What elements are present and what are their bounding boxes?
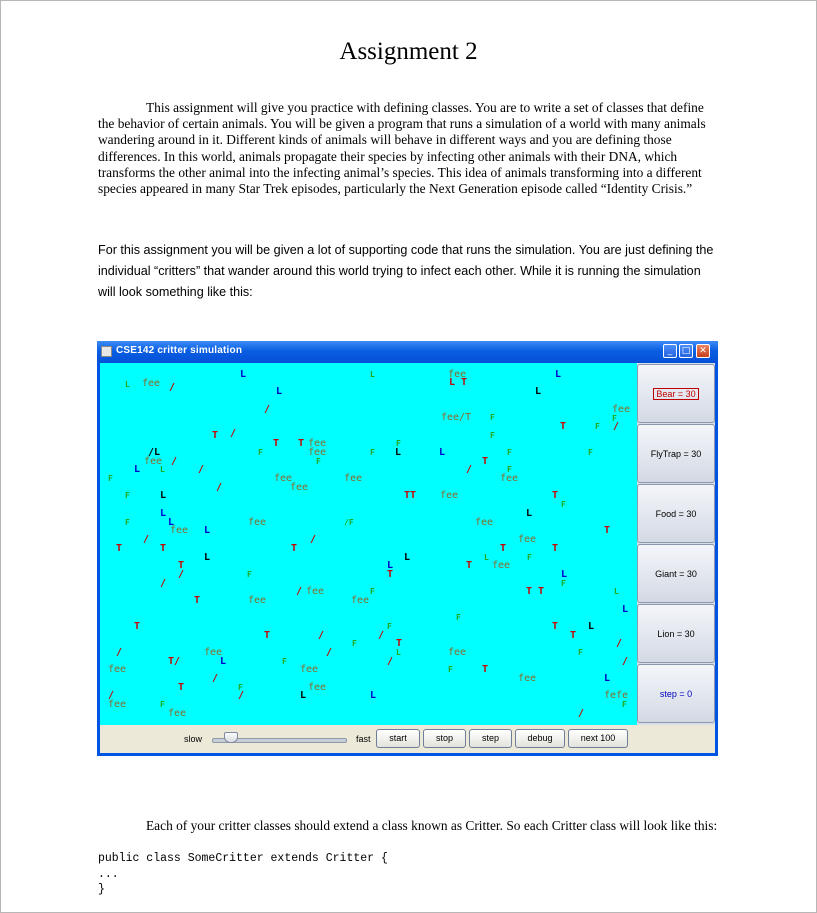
critter-lion: L — [168, 517, 175, 528]
critter-food: F — [507, 465, 512, 474]
critter-giant: fee — [142, 378, 161, 389]
speed-fast-label: fast — [356, 734, 371, 744]
critter-giant: fee — [308, 447, 327, 458]
critter-food: F — [282, 657, 287, 666]
critter-flytrap: / — [212, 673, 219, 684]
critter-tiger: T — [552, 490, 559, 501]
critter-food: F — [448, 665, 453, 674]
critter-food: L — [484, 553, 489, 562]
critter-food: F — [160, 700, 165, 709]
critter-food: F — [125, 491, 130, 500]
critter-food: F — [507, 448, 512, 457]
critter-food: F — [396, 439, 401, 448]
critter-flytrap: / — [238, 690, 245, 701]
critter-tiger: T — [560, 421, 567, 432]
critter-flytrap: / — [230, 428, 237, 439]
critter-flytrap: / — [169, 382, 176, 393]
count-button-flytrap[interactable] — [637, 424, 715, 483]
critter-tiger: T — [291, 543, 298, 554]
count-label: Bear = 30 — [653, 388, 698, 400]
critter-giant: fee — [308, 682, 327, 693]
critter-tiger: L T — [449, 377, 468, 388]
critter-lion: L — [604, 673, 611, 684]
critter-food: F — [588, 448, 593, 457]
critter-food: L — [614, 587, 619, 596]
critter-food: F — [578, 648, 583, 657]
critter-lion: L — [387, 560, 394, 571]
critter-lion: L — [561, 569, 568, 580]
critter-bear: L — [160, 490, 167, 501]
java-app-icon — [101, 346, 112, 357]
stop-button[interactable]: stop — [423, 729, 466, 748]
critter-flytrap: / — [578, 708, 585, 719]
step-button[interactable]: step — [469, 729, 512, 748]
critter-giant: fee — [248, 517, 267, 528]
critter-giant: fee — [518, 673, 537, 684]
critter-bear: L — [395, 447, 402, 458]
critter-bear: L — [404, 552, 411, 563]
critter-food: F — [238, 683, 243, 692]
critter-tiger: T — [264, 630, 271, 641]
critter-flytrap: / — [198, 464, 205, 475]
critter-flytrap: / — [178, 569, 185, 580]
speed-slider-thumb[interactable] — [224, 732, 238, 743]
code-snippet: public class SomeCritter extends Critter { ... } — [98, 852, 388, 896]
critter-flytrap: / — [171, 456, 178, 467]
critter-flytrap: / — [378, 630, 385, 641]
critter-tiger: T — [500, 543, 507, 554]
critter-food: F — [561, 500, 566, 509]
critter-tiger: T — [570, 630, 577, 641]
window-title: CSE142 critter simulation — [116, 345, 243, 356]
critter-food: L — [396, 648, 401, 657]
speed-slow-label: slow — [184, 734, 203, 744]
critter-tiger: T — [466, 560, 473, 571]
critter-flytrap: / — [116, 647, 123, 658]
critter-giant: fee — [170, 525, 189, 536]
critter-tiger: T — [482, 456, 489, 467]
critter-food: F — [108, 474, 113, 483]
maximize-icon[interactable]: □ — [679, 344, 693, 358]
count-label: Giant = 30 — [655, 568, 697, 579]
critter-lion: L — [622, 604, 629, 615]
critter-giant: fee — [492, 560, 511, 571]
intro-paragraph: This assignment will give you practice with defining classes. You are to write a set of classes that define the behavior of certain animals. You will be given a program that runs a simulation of a world with many animals wandering around in it. Different kinds of animals will behave in different ways and you are defining those differences. In this world, animals propagate their species by infecting other animals with their DNA, which transforms the other animal into the infecting animal’s species. This idea of animals transforming into a different species appeared in many Star Trek episodes, particularly the Next Generation episode called “Identity Crisis.” — [98, 100, 706, 197]
critter-giant: fee — [500, 473, 519, 484]
critter-giant: fee — [204, 647, 223, 658]
critter-flytrap: / — [326, 647, 333, 658]
critter-food: F — [370, 587, 375, 596]
count-label: FlyTrap = 30 — [650, 448, 702, 459]
critter-food: L — [370, 370, 375, 379]
critter-giant: fee — [108, 699, 127, 710]
critter-giant: fee — [300, 664, 319, 675]
critter-giant: fee — [440, 490, 459, 501]
critter-tiger: TT — [404, 490, 417, 501]
critter-tiger: T — [178, 560, 185, 571]
critter-tiger: T — [387, 569, 394, 580]
critter-flytrap: / — [318, 630, 325, 641]
critter-bear: L — [204, 552, 211, 563]
critter-giant: fee — [108, 664, 127, 675]
critter-food: F — [387, 622, 392, 631]
critter-tiger: T — [552, 543, 559, 554]
critter-arena — [100, 363, 637, 725]
critter-food: F — [316, 457, 321, 466]
critter-flytrap: / — [264, 404, 271, 415]
critter-flytrap: / — [296, 586, 303, 597]
species-counts-panel — [637, 363, 715, 725]
critter-bear: L — [300, 690, 307, 701]
critter-bear: L — [588, 621, 595, 632]
count-label: Lion = 30 — [657, 628, 695, 639]
critter-tiger: T — [212, 430, 219, 441]
critter-lion: L — [240, 369, 247, 380]
controls-bar — [100, 725, 715, 753]
critter-food: /F — [344, 518, 354, 527]
start-button[interactable]: start — [376, 729, 420, 748]
critter-bear: /L — [148, 447, 161, 458]
critter-tiger: T — [552, 621, 559, 632]
debug-button[interactable]: debug — [515, 729, 565, 748]
critter-flytrap: / — [622, 656, 629, 667]
count-button-lion[interactable] — [637, 604, 715, 663]
count-label: Food = 30 — [655, 508, 697, 519]
simulation-window — [97, 341, 718, 756]
critter-lion: L — [370, 690, 377, 701]
next-100-button[interactable]: next 100 — [568, 729, 628, 748]
critter-tiger: T — [116, 543, 123, 554]
critter-giant: fee — [168, 708, 187, 719]
critter-lion: L — [555, 369, 562, 380]
critter-tiger: T — [273, 438, 280, 449]
critter-tiger: T — [160, 543, 167, 554]
critter-food: F — [258, 448, 263, 457]
close-icon[interactable]: ✕ — [696, 344, 710, 358]
critter-lion: L — [439, 447, 446, 458]
critter-giant: fee — [274, 473, 293, 484]
critter-food: F — [595, 422, 600, 431]
critter-flytrap: / — [310, 534, 317, 545]
critter-food: F — [370, 448, 375, 457]
minimize-icon[interactable]: _ — [663, 344, 677, 358]
critter-food: F — [490, 413, 495, 422]
critter-food: F — [125, 518, 130, 527]
critter-lion: L — [220, 656, 227, 667]
critter-lion: L — [160, 508, 167, 519]
critter-giant: fee — [248, 595, 267, 606]
critter-bear: L — [526, 508, 533, 519]
critter-giant: fee — [475, 517, 494, 528]
critter-food: F — [561, 579, 566, 588]
count-button-food[interactable] — [637, 484, 715, 543]
critter-flytrap: / — [160, 578, 167, 589]
critter-bear: L — [535, 386, 542, 397]
critter-lion: L — [276, 386, 283, 397]
critter-food: F — [612, 414, 617, 423]
critter-food: F — [490, 431, 495, 440]
critter-food: F — [527, 553, 532, 562]
critter-tiger: T — [134, 621, 141, 632]
critter-flytrap: / — [616, 638, 623, 649]
critter-food: F — [456, 613, 461, 622]
critter-flytrap: / — [108, 690, 115, 701]
critter-tiger: T — [194, 595, 201, 606]
count-label: step = 0 — [659, 688, 693, 699]
count-button-giant[interactable] — [637, 544, 715, 603]
critter-giant: fee — [306, 586, 325, 597]
critter-flytrap: / — [143, 534, 150, 545]
critter-giant: fee — [144, 456, 163, 467]
critter-giant: fee — [448, 369, 467, 380]
critter-tiger: T/ — [168, 656, 181, 667]
count-button-bear[interactable] — [637, 364, 715, 423]
critter-giant: fefe — [604, 690, 629, 701]
critter-flytrap: / — [466, 464, 473, 475]
critter-giant: fee — [290, 482, 309, 493]
critter-tiger: T T — [526, 586, 545, 597]
critter-tiger: T — [178, 682, 185, 693]
critter-lion: L — [134, 464, 141, 475]
critter-giant: fee — [612, 404, 631, 415]
critter-giant: fee — [518, 534, 537, 545]
critter-tiger: T — [482, 664, 489, 675]
critter-giant: fee — [351, 595, 370, 606]
critter-food: L — [125, 380, 130, 389]
critter-giant: fee/T — [441, 412, 472, 423]
window-titlebar[interactable] — [97, 341, 718, 363]
extend-critter-paragraph: Each of your critter classes should extend a class known as Critter. So each Critter class will look like this: — [146, 818, 718, 833]
critter-tiger: T — [604, 525, 611, 536]
critter-food: L — [160, 465, 165, 474]
critter-tiger: T — [396, 638, 403, 649]
critter-food: F — [247, 570, 252, 579]
critter-giant: fee — [308, 438, 327, 449]
critter-giant: fee — [344, 473, 363, 484]
page-title: Assignment 2 — [339, 38, 478, 65]
count-button-step[interactable] — [637, 664, 715, 723]
critter-flytrap: / — [613, 421, 620, 432]
supporting-code-paragraph: For this assignment you will be given a lot of supporting code that runs the simulation. You are just defining the individual “critters” that wander around this world trying to infect each other. While it is running the simulation will look something like this: — [98, 243, 714, 299]
critter-flytrap: / — [387, 656, 394, 667]
critter-lion: L — [204, 525, 211, 536]
critter-giant: fee — [448, 647, 467, 658]
critter-food: F — [352, 639, 357, 648]
critter-food: F — [622, 700, 627, 709]
critter-tiger: T — [298, 438, 305, 449]
critter-flytrap: / — [216, 482, 223, 493]
